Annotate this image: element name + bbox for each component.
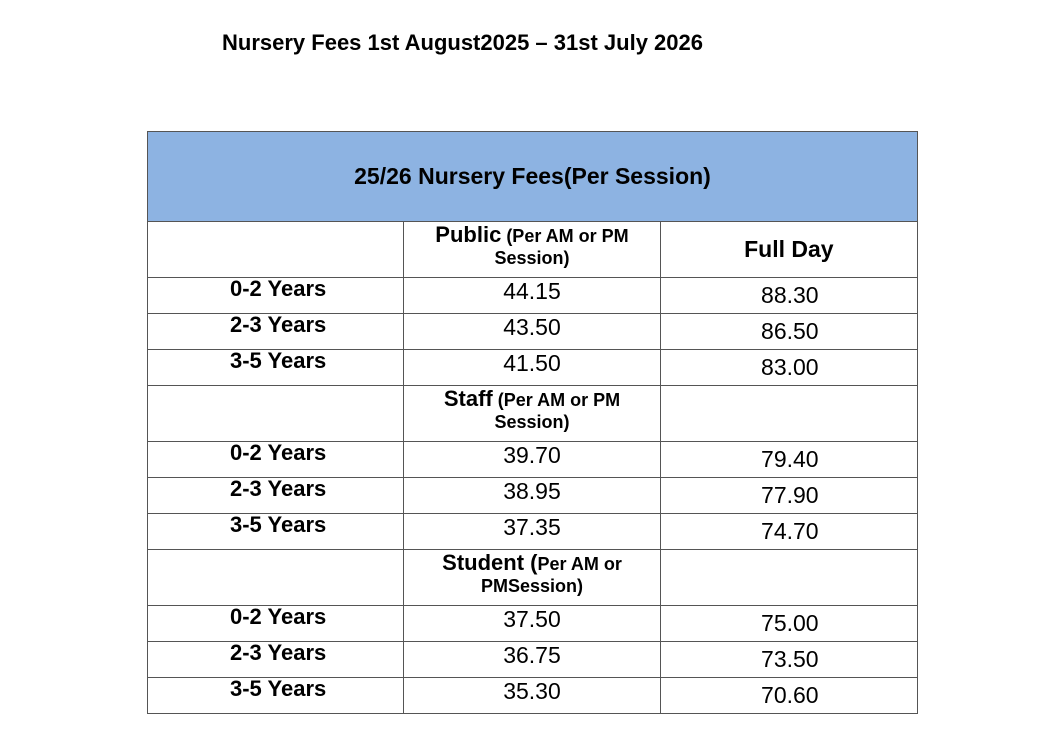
- table-row: [148, 478, 918, 514]
- full-fee-cell: 88.30: [660, 278, 917, 314]
- page-title: Nursery Fees 1st August2025 – 31st July 2026: [222, 30, 704, 55]
- section-sub-line2: PMSession): [480, 576, 583, 596]
- age-cell: 0-2 Years: [148, 606, 404, 642]
- section-empty-cell: [660, 550, 917, 606]
- full-fee-cell: 77.90: [660, 478, 917, 514]
- section-row-public: [148, 222, 918, 278]
- table-row: [148, 642, 918, 678]
- age-cell: 3-5 Years: [148, 514, 404, 550]
- half-fee-cell: 35.30: [404, 678, 660, 714]
- table-header: 25/26 Nursery Fees(Per Session): [148, 132, 918, 222]
- full-fee-cell: 75.00: [660, 606, 917, 642]
- section-sub-inline: (Per AM or PM: [501, 226, 629, 246]
- table-header-row: [148, 132, 918, 222]
- table-row: [148, 314, 918, 350]
- table-row: [148, 442, 918, 478]
- section-heading-student: [404, 550, 660, 606]
- half-fee-cell: 38.95: [404, 478, 660, 514]
- table-row: [148, 350, 918, 386]
- full-fee-cell: 73.50: [660, 642, 917, 678]
- section-empty-cell: [148, 222, 404, 278]
- fees-table: [147, 131, 918, 714]
- half-fee-cell: 39.70: [404, 442, 660, 478]
- section-row-student: [148, 550, 918, 606]
- section-label: Student (: [442, 550, 538, 575]
- age-cell: 2-3 Years: [148, 314, 404, 350]
- full-fee-cell: 83.00: [660, 350, 917, 386]
- half-fee-cell: 44.15: [404, 278, 660, 314]
- section-empty-cell: [148, 386, 404, 442]
- half-fee-cell: 43.50: [404, 314, 660, 350]
- age-cell: 3-5 Years: [148, 678, 404, 714]
- age-cell: 0-2 Years: [148, 278, 404, 314]
- full-fee-cell: 79.40: [660, 442, 917, 478]
- table-row: [148, 514, 918, 550]
- age-cell: 3-5 Years: [148, 350, 404, 386]
- full-fee-cell: 86.50: [660, 314, 917, 350]
- section-label: Staff: [443, 386, 493, 411]
- section-label: Public: [435, 222, 502, 247]
- full-day-heading: Full Day: [660, 222, 917, 278]
- table-row: [148, 606, 918, 642]
- full-fee-cell: 70.60: [660, 678, 917, 714]
- full-fee-cell: 74.70: [660, 514, 917, 550]
- section-sub-line2: Session): [494, 412, 570, 432]
- section-heading-public: [404, 222, 660, 278]
- half-fee-cell: 36.75: [404, 642, 660, 678]
- section-empty-cell: [148, 550, 404, 606]
- age-cell: 2-3 Years: [148, 478, 404, 514]
- section-heading-staff: [404, 386, 660, 442]
- age-cell: 2-3 Years: [148, 642, 404, 678]
- age-cell: 0-2 Years: [148, 442, 404, 478]
- section-empty-cell: [660, 386, 917, 442]
- half-fee-cell: 41.50: [404, 350, 660, 386]
- section-sub-line2: Session): [494, 248, 570, 268]
- half-fee-cell: 37.35: [404, 514, 660, 550]
- section-row-staff: [148, 386, 918, 442]
- section-sub-inline: (Per AM or PM: [492, 390, 621, 410]
- section-sub-inline: Per AM or: [537, 554, 622, 574]
- half-fee-cell: 37.50: [404, 606, 660, 642]
- table-row: [148, 278, 918, 314]
- table-row: [148, 678, 918, 714]
